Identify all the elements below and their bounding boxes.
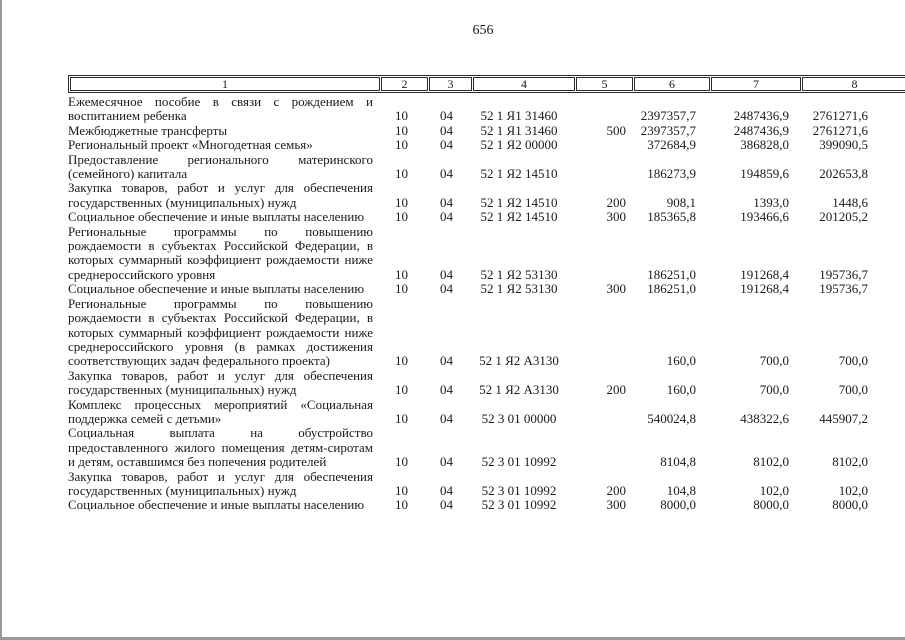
header-col-1: 1 <box>70 77 380 91</box>
cell-col-8: 2761271,6 <box>812 123 868 138</box>
header-col-6: 6 <box>634 77 710 91</box>
cell-col-1: Региональный проект «Многодетная семья» <box>68 138 313 153</box>
cell-col-5: 200 <box>606 482 626 498</box>
table-row <box>68 181 898 210</box>
cell-col-5: 300 <box>606 498 626 513</box>
cell-col-3: 04 <box>440 454 453 470</box>
cell-col-1: Межбюджетные трансферты <box>68 123 228 138</box>
cell-col-4: 52 1 Я2 14510 <box>480 194 558 210</box>
cell-col-1: Комплекс процессных мероприятий «Социальная поддержка семей с детьми» <box>68 397 373 426</box>
cell-col-8: 1448,6 <box>832 194 868 210</box>
cell-col-5 <box>570 95 627 124</box>
cell-col-2: 10 <box>395 382 408 398</box>
table-row <box>68 426 898 469</box>
cell-col-4: 52 1 Я2 А3130 <box>479 353 559 369</box>
cell-col-1: Предоставление регионального материнского (семейного) капитала <box>68 152 373 182</box>
table-header <box>68 75 905 93</box>
cell-col-8: 8000,0 <box>832 498 868 513</box>
cell-col-6: 186251,0 <box>647 266 696 282</box>
cell-col-8: 102,0 <box>838 482 868 498</box>
cell-col-7: 2487436,9 <box>733 108 789 124</box>
cell-col-1: Социальное обеспечение и иные выплаты населению <box>68 282 365 297</box>
header-col-7: 7 <box>711 77 801 91</box>
cell-col-4: 52 1 Я1 31460 <box>480 108 558 124</box>
cell-col-5: 500 <box>606 123 626 138</box>
cell-col-1: Закупка товаров, работ и услуг для обеспечения государственных (муниципальных) нужд <box>68 368 373 398</box>
cell-col-1: Закупка товаров, работ и услуг для обеспечения государственных (муниципальных) нужд <box>68 181 373 210</box>
cell-col-8: 195736,7 <box>819 282 868 297</box>
table-row <box>68 153 898 182</box>
header-col-2: 2 <box>381 77 428 91</box>
cell-col-2: 10 <box>395 123 408 138</box>
cell-col-7: 191268,4 <box>740 266 789 282</box>
cell-col-7: 700,0 <box>759 353 789 369</box>
cell-col-4: 52 1 Я2 00000 <box>480 138 558 153</box>
cell-col-5 <box>570 398 627 427</box>
cell-col-1: Региональные программы по повышению рождаемости в субъектах Российской Федерации, в которых суммарный коэффициент рождаемости ниже среднероссийского уровня (в рамках достижения соответствующих задач федерального проекта) <box>68 296 373 369</box>
cell-col-2: 10 <box>395 108 408 124</box>
cell-col-1: Ежемесячное пособие в связи с рождением и воспитанием ребенка <box>68 95 373 124</box>
cell-col-6: 160,0 <box>666 382 696 398</box>
cell-col-8: 201205,2 <box>819 210 868 225</box>
table-row <box>68 210 898 224</box>
cell-col-4: 52 3 01 10992 <box>481 498 557 513</box>
cell-col-7: 2487436,9 <box>733 123 789 138</box>
cell-col-3: 04 <box>440 382 453 398</box>
cell-col-2: 10 <box>395 194 408 210</box>
table-row <box>68 124 898 138</box>
cell-col-4: 52 1 Я2 53130 <box>480 282 558 297</box>
cell-col-2: 10 <box>395 482 408 498</box>
table-row <box>68 297 898 369</box>
cell-col-3: 04 <box>440 138 453 153</box>
cell-col-1: Социальная выплата на обустройство предоставленного жилого помещения детям-сиротам и детям, оставшимся без попечения родителей <box>68 426 373 470</box>
budget-table-body <box>68 95 898 513</box>
budget-table <box>68 75 900 513</box>
cell-col-3: 04 <box>440 210 453 225</box>
cell-col-7: 102,0 <box>759 482 789 498</box>
cell-col-8: 445907,2 <box>819 410 868 426</box>
table-row <box>68 138 898 152</box>
cell-col-2: 10 <box>395 266 408 282</box>
cell-col-3: 04 <box>440 123 453 138</box>
cell-col-5 <box>570 153 627 182</box>
cell-col-7: 194859,6 <box>740 166 789 182</box>
header-col-3: 3 <box>429 77 472 91</box>
header-col-8: 8 <box>802 77 905 91</box>
cell-col-7: 700,0 <box>759 382 789 398</box>
cell-col-1: Закупка товаров, работ и услуг для обеспечения государственных (муниципальных) нужд <box>68 469 373 498</box>
page-number: 656 <box>472 23 494 38</box>
header-row <box>70 77 905 91</box>
cell-col-6: 160,0 <box>666 353 696 369</box>
cell-col-7: 1393,0 <box>753 194 789 210</box>
cell-col-4: 52 1 Я2 53130 <box>480 266 558 282</box>
cell-col-7: 386828,0 <box>740 138 789 153</box>
cell-col-3: 04 <box>440 410 453 426</box>
cell-col-6: 2397357,7 <box>640 108 696 124</box>
cell-col-6: 2397357,7 <box>640 123 696 138</box>
cell-col-2: 10 <box>395 210 408 225</box>
cell-col-6: 186251,0 <box>647 282 696 297</box>
cell-col-5: 200 <box>606 382 626 398</box>
cell-col-5 <box>570 297 627 369</box>
cell-col-4: 52 1 Я1 31460 <box>480 123 558 138</box>
table-row <box>68 470 898 499</box>
cell-col-7: 8102,0 <box>753 454 789 470</box>
cell-col-6: 372684,9 <box>647 138 696 153</box>
cell-col-2: 10 <box>395 498 408 513</box>
cell-col-7: 8000,0 <box>753 498 789 513</box>
cell-col-1: Социальное обеспечение и иные выплаты населению <box>68 210 365 225</box>
page-left-edge <box>0 0 2 640</box>
cell-col-1: Социальное обеспечение и иные выплаты населению <box>68 498 365 513</box>
cell-col-3: 04 <box>440 194 453 210</box>
cell-col-6: 185365,8 <box>647 210 696 225</box>
table-row <box>68 225 898 283</box>
cell-col-5 <box>570 138 627 152</box>
cell-col-3: 04 <box>440 353 453 369</box>
cell-col-5: 200 <box>606 194 626 210</box>
cell-col-6: 104,8 <box>666 482 696 498</box>
cell-col-6: 908,1 <box>666 194 696 210</box>
table-body <box>68 95 898 513</box>
table-row <box>68 369 898 398</box>
table-row <box>68 95 898 124</box>
cell-col-3: 04 <box>440 282 453 297</box>
cell-col-7: 193466,6 <box>740 210 789 225</box>
cell-col-2: 10 <box>395 410 408 426</box>
cell-col-7: 438322,6 <box>740 410 789 426</box>
cell-col-3: 04 <box>440 108 453 124</box>
cell-col-8: 202653,8 <box>819 166 868 182</box>
cell-col-8: 399090,5 <box>819 138 868 153</box>
cell-col-1: Региональные программы по повышению рождаемости в субъектах Российской Федерации, в которых суммарный коэффициент рождаемости ниже среднероссийского уровня <box>68 224 373 282</box>
cell-col-3: 04 <box>440 266 453 282</box>
cell-col-3: 04 <box>440 498 453 513</box>
cell-col-5: 300 <box>606 282 626 297</box>
cell-col-8: 8102,0 <box>832 454 868 470</box>
cell-col-5 <box>570 225 627 283</box>
cell-col-8: 195736,7 <box>819 266 868 282</box>
table-row <box>68 282 898 296</box>
cell-col-4: 52 1 Я2 14510 <box>480 166 558 182</box>
header-col-5: 5 <box>576 77 633 91</box>
table-row <box>68 398 898 427</box>
cell-col-2: 10 <box>395 166 408 182</box>
cell-col-6: 540024,8 <box>647 410 696 426</box>
cell-col-3: 04 <box>440 482 453 498</box>
cell-col-4: 52 1 Я2 14510 <box>480 210 558 225</box>
cell-col-8: 2761271,6 <box>812 108 868 124</box>
cell-col-6: 8104,8 <box>660 454 696 470</box>
cell-col-4: 52 3 01 10992 <box>481 482 557 498</box>
cell-col-7: 191268,4 <box>740 282 789 297</box>
cell-col-3: 04 <box>440 166 453 182</box>
cell-col-4: 52 3 01 10992 <box>481 454 557 470</box>
cell-col-6: 8000,0 <box>660 498 696 513</box>
cell-col-5: 300 <box>606 210 626 225</box>
cell-col-2: 10 <box>395 353 408 369</box>
cell-col-2: 10 <box>395 454 408 470</box>
table-row <box>68 498 898 512</box>
cell-col-5 <box>570 426 627 469</box>
cell-col-4: 52 1 Я2 А3130 <box>479 382 559 398</box>
cell-col-8: 700,0 <box>838 353 868 369</box>
header-col-4: 4 <box>473 77 575 91</box>
cell-col-8: 700,0 <box>838 382 868 398</box>
cell-col-6: 186273,9 <box>647 166 696 182</box>
cell-col-2: 10 <box>395 138 408 153</box>
cell-col-2: 10 <box>395 282 408 297</box>
cell-col-4: 52 3 01 00000 <box>481 410 557 426</box>
